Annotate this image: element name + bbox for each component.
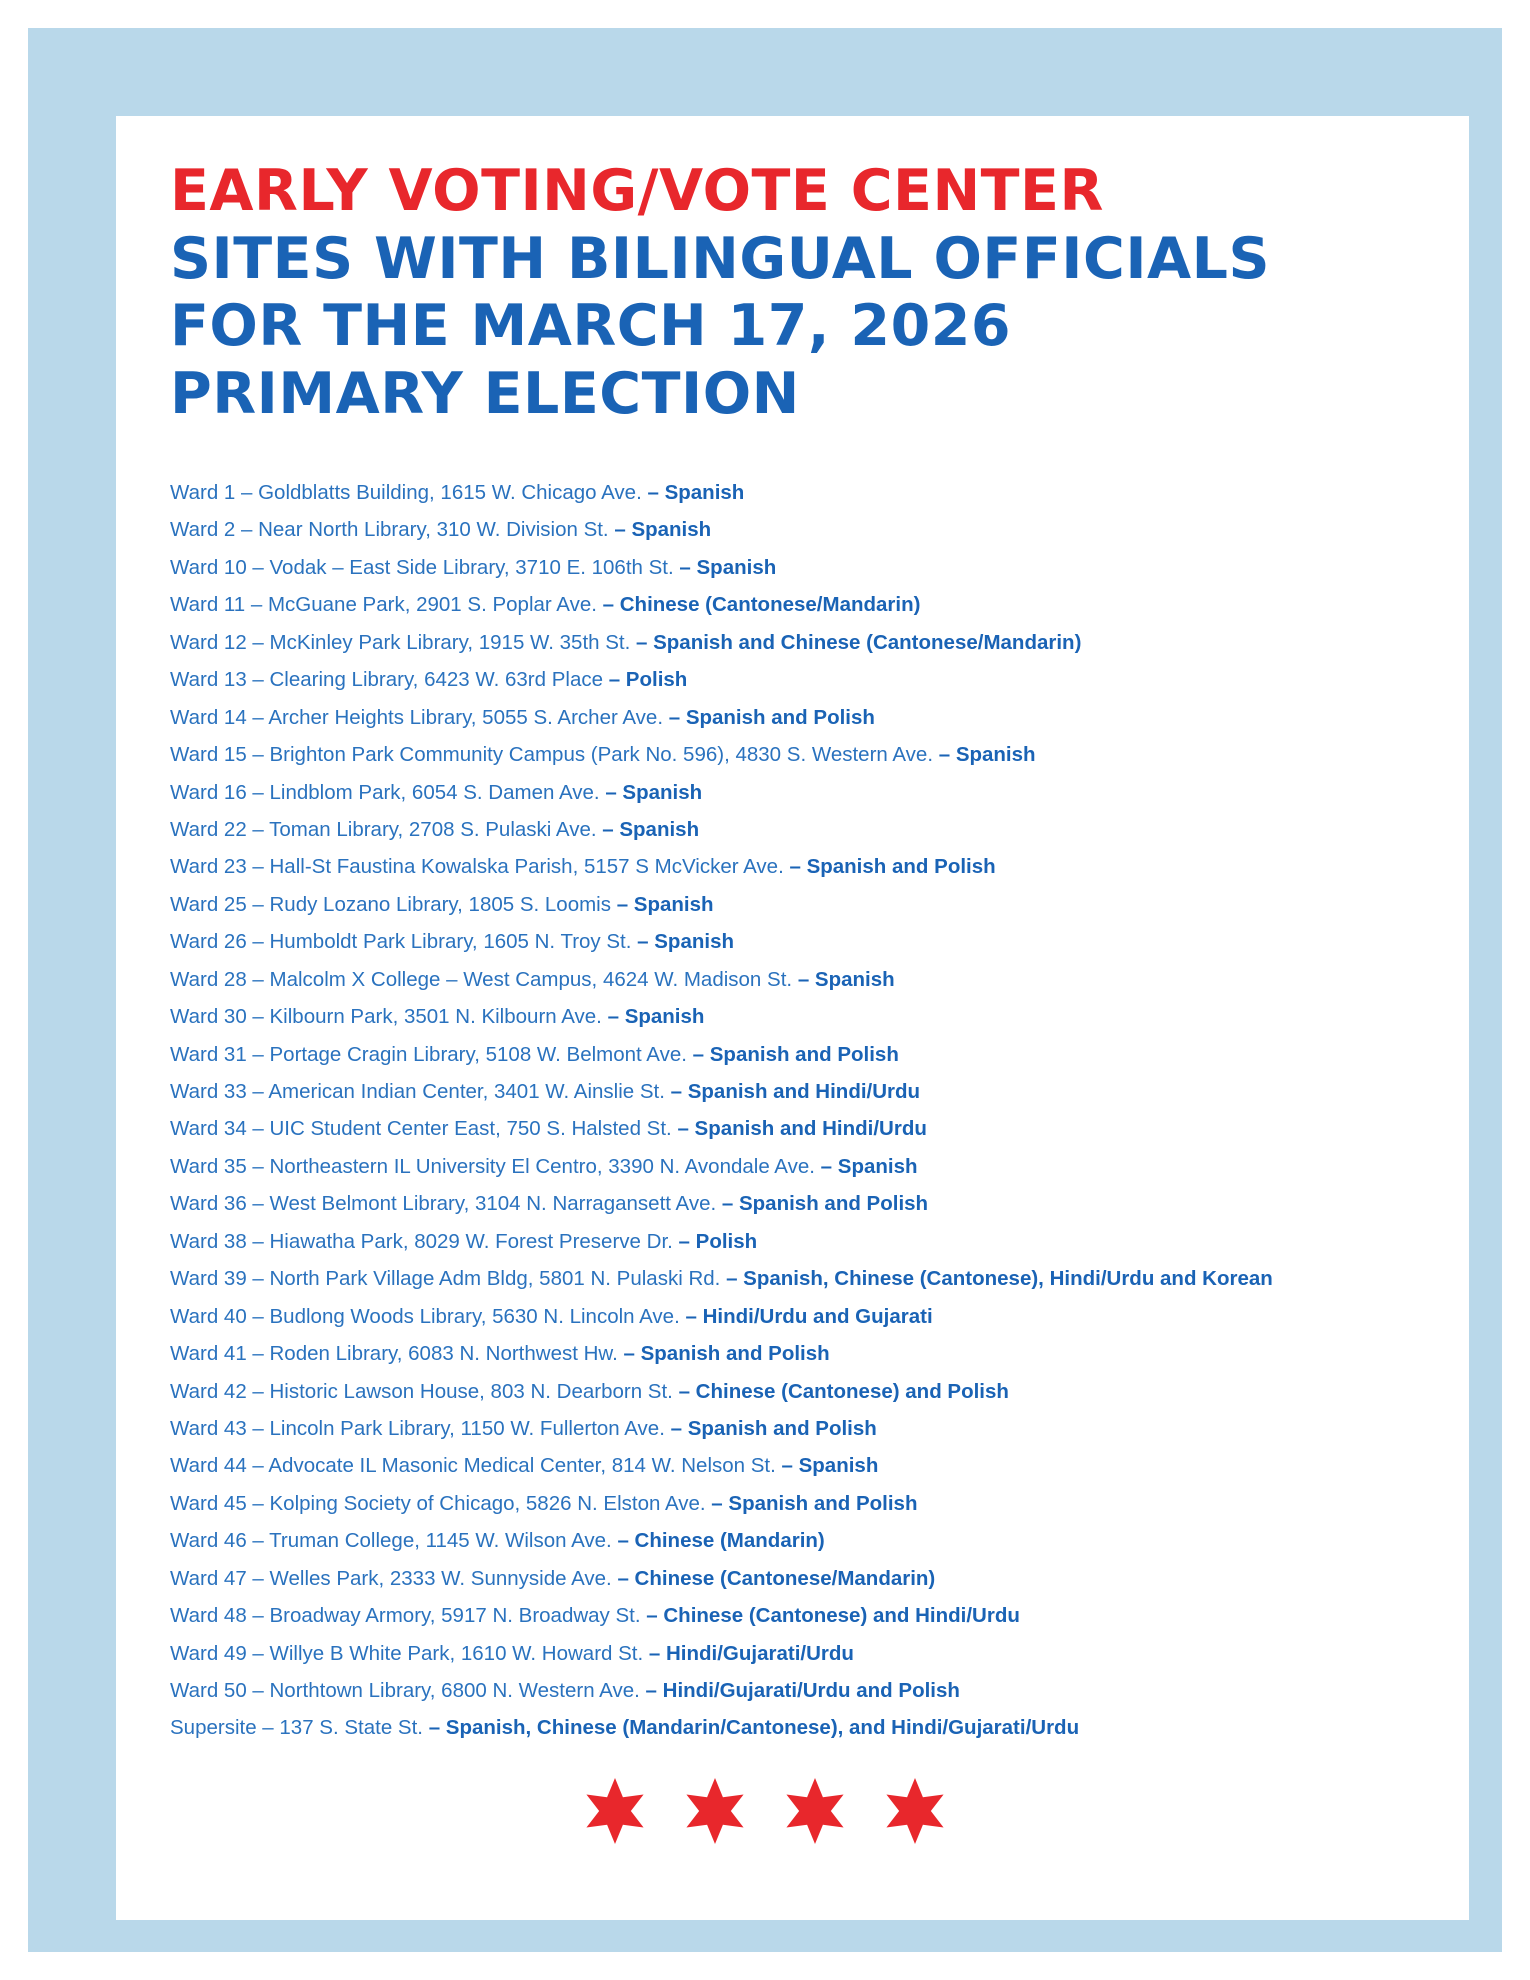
site-languages: – Chinese (Cantonese/Mandarin) [617,1566,936,1590]
chicago-stars [582,1778,948,1844]
list-item [170,736,1273,773]
list-item [170,886,1273,923]
title-line-4: PRIMARY ELECTION [170,360,800,427]
title-line-1: EARLY VOTING/VOTE CENTER [170,158,1104,224]
site-languages: – Hindi/Gujarati/Urdu [648,1641,854,1665]
site-languages: – Spanish and Chinese (Cantonese/Mandarin) [636,630,1082,654]
site-location: Ward 11 – McGuane Park, 2901 S. Poplar Ave. [170,593,597,617]
list-item [170,774,1273,811]
site-languages: – Spanish [607,1005,705,1029]
site-location: Ward 13 – Clearing Library, 6423 W. 63rd Place [170,668,603,692]
list-item [170,474,1273,511]
site-languages: – Hindi/Urdu and Gujarati [685,1304,933,1328]
site-languages: – Spanish and Polish [789,855,996,879]
list-item [170,1709,1273,1746]
list-item [170,1260,1273,1297]
site-location: Ward 41 – Roden Library, 6083 N. Northwest Hw. [170,1342,618,1366]
site-languages: – Spanish and Polish [711,1491,918,1515]
site-location: Ward 49 – Willye B White Park, 1610 W. Howard St. [170,1641,644,1665]
title-line-3: FOR THE MARCH 17, 2026 [170,293,1012,359]
site-location: Ward 26 – Humboldt Park Library, 1605 N. Troy St. [170,930,632,954]
six-pointed-star-icon [682,1778,748,1844]
list-item [170,1522,1273,1559]
site-languages: – Spanish, Chinese (Mandarin/Cantonese), and Hindi/Gujarati/Urdu [428,1716,1080,1740]
list-item [170,661,1273,698]
site-location: Ward 40 – Budlong Woods Library, 5630 N. Lincoln Ave. [170,1304,680,1328]
site-location: Ward 36 – West Belmont Library, 3104 N. Narragansett Ave. [170,1192,717,1216]
six-pointed-star-icon [882,1778,948,1844]
site-location: Ward 2 – Near North Library, 310 W. Division St. [170,518,609,542]
site-location: Ward 46 – Truman College, 1145 W. Wilson Ave. [170,1529,612,1553]
list-item [170,1148,1273,1185]
site-languages: – Chinese (Cantonese/Mandarin) [602,593,921,617]
site-languages: – Spanish and Hindi/Urdu [677,1117,927,1141]
site-location: Ward 48 – Broadway Armory, 5917 N. Broadway St. [170,1604,641,1628]
site-languages: – Spanish, Chinese (Cantonese), Hindi/Urdu and Korean [726,1267,1273,1291]
site-languages: – Spanish [605,780,703,804]
site-languages: – Spanish [820,1154,918,1178]
site-languages: – Chinese (Mandarin) [617,1529,825,1553]
site-location: Ward 47 – Welles Park, 2333 W. Sunnyside Ave. [170,1566,612,1590]
site-location: Ward 14 – Archer Heights Library, 5055 S. Archer Ave. [170,705,664,729]
site-languages: – Spanish [614,518,712,542]
site-languages: – Spanish [616,892,714,916]
site-languages: – Polish [678,1229,758,1253]
title-line-2: SITES WITH BILINGUAL OFFICIALS [170,225,1271,292]
site-languages: – Spanish and Polish [668,705,875,729]
site-location: Ward 31 – Portage Cragin Library, 5108 W. Belmont Ave. [170,1042,687,1066]
list-item [170,848,1273,885]
site-location: Ward 23 – Hall-St Faustina Kowalska Parish, 5157 S McVicker Ave. [170,855,784,879]
site-languages: – Spanish [781,1454,879,1478]
site-location: Supersite – 137 S. State St. [170,1716,423,1740]
list-item [170,511,1273,548]
site-location: Ward 28 – Malcolm X College – West Campus, 4624 W. Madison St. [170,967,793,991]
list-item [170,1597,1273,1634]
site-location: Ward 34 – UIC Student Center East, 750 S. Halsted St. [170,1117,672,1141]
site-languages: – Chinese (Cantonese) and Hindi/Urdu [646,1604,1020,1628]
list-item [170,811,1273,848]
site-languages: – Spanish and Polish [721,1192,929,1216]
site-location: Ward 35 – Northeastern IL University El Centro, 3390 N. Avondale Ave. [170,1154,815,1178]
site-location: Ward 44 – Advocate IL Masonic Medical Center, 814 W. Nelson St. [170,1454,776,1478]
site-list [170,474,1273,1747]
list-item [170,624,1273,661]
site-location: Ward 43 – Lincoln Park Library, 1150 W. Fullerton Ave. [170,1416,665,1440]
site-location: Ward 39 – North Park Village Adm Bldg, 5801 N. Pulaski Rd. [170,1267,721,1291]
site-languages: – Spanish [637,930,734,954]
list-item [170,1185,1273,1222]
list-item [170,1073,1273,1110]
list-item [170,1335,1273,1372]
list-item [170,923,1273,960]
site-location: Ward 10 – Vodak – East Side Library, 3710 E. 106th St. [170,555,674,579]
list-item [170,549,1273,586]
site-languages: – Spanish [797,967,895,991]
six-pointed-star-icon [582,1778,648,1844]
site-location: Ward 45 – Kolping Society of Chicago, 5826 N. Elston Ave. [170,1491,706,1515]
page-title [170,158,1270,428]
list-item [170,1560,1273,1597]
site-languages: – Spanish [602,817,700,841]
site-location: Ward 25 – Rudy Lozano Library, 1805 S. Loomis [170,892,611,916]
site-location: Ward 50 – Northtown Library, 6800 N. Western Ave. [170,1679,640,1702]
site-location: Ward 12 – McKinley Park Library, 1915 W. 35th St. [170,630,631,654]
list-item [170,1635,1273,1672]
site-languages: – Spanish and Hindi/Urdu [670,1080,921,1103]
site-languages: – Spanish and Polish [623,1342,830,1366]
list-item [170,1410,1273,1447]
site-languages: – Spanish and Polish [670,1416,877,1440]
site-languages: – Polish [608,668,688,692]
site-languages: – Hindi/Gujarati/Urdu and Polish [645,1679,960,1702]
site-languages: – Spanish and Polish [692,1042,899,1066]
six-pointed-star-icon [782,1778,848,1844]
list-item [170,1110,1273,1147]
site-location: Ward 30 – Kilbourn Park, 3501 N. Kilbourn Ave. [170,1005,602,1029]
site-location: Ward 33 – American Indian Center, 3401 W. Ainslie St. [170,1080,665,1103]
site-location: Ward 15 – Brighton Park Community Campus (Park No. 596), 4830 S. Western Ave. [170,743,934,767]
list-item [170,1447,1273,1484]
list-item [170,1223,1273,1260]
site-location: Ward 1 – Goldblatts Building, 1615 W. Chicago Ave. [170,481,642,504]
site-location: Ward 16 – Lindblom Park, 6054 S. Damen Ave. [170,780,600,804]
list-item [170,1036,1273,1073]
site-location: Ward 42 – Historic Lawson House, 803 N. Dearborn St. [170,1379,673,1403]
site-languages: – Chinese (Cantonese) and Polish [678,1379,1009,1403]
site-languages: – Spanish [938,743,1036,767]
list-item [170,961,1273,998]
list-item [170,1373,1273,1410]
site-location: Ward 38 – Hiawatha Park, 8029 W. Forest Preserve Dr. [170,1229,673,1253]
list-item [170,1672,1273,1709]
list-item [170,998,1273,1035]
list-item [170,1485,1273,1522]
site-languages: – Spanish [679,555,777,579]
site-languages: – Spanish [647,481,745,504]
list-item [170,1298,1273,1335]
site-location: Ward 22 – Toman Library, 2708 S. Pulaski Ave. [170,817,597,841]
list-item [170,699,1273,736]
list-item [170,586,1273,623]
